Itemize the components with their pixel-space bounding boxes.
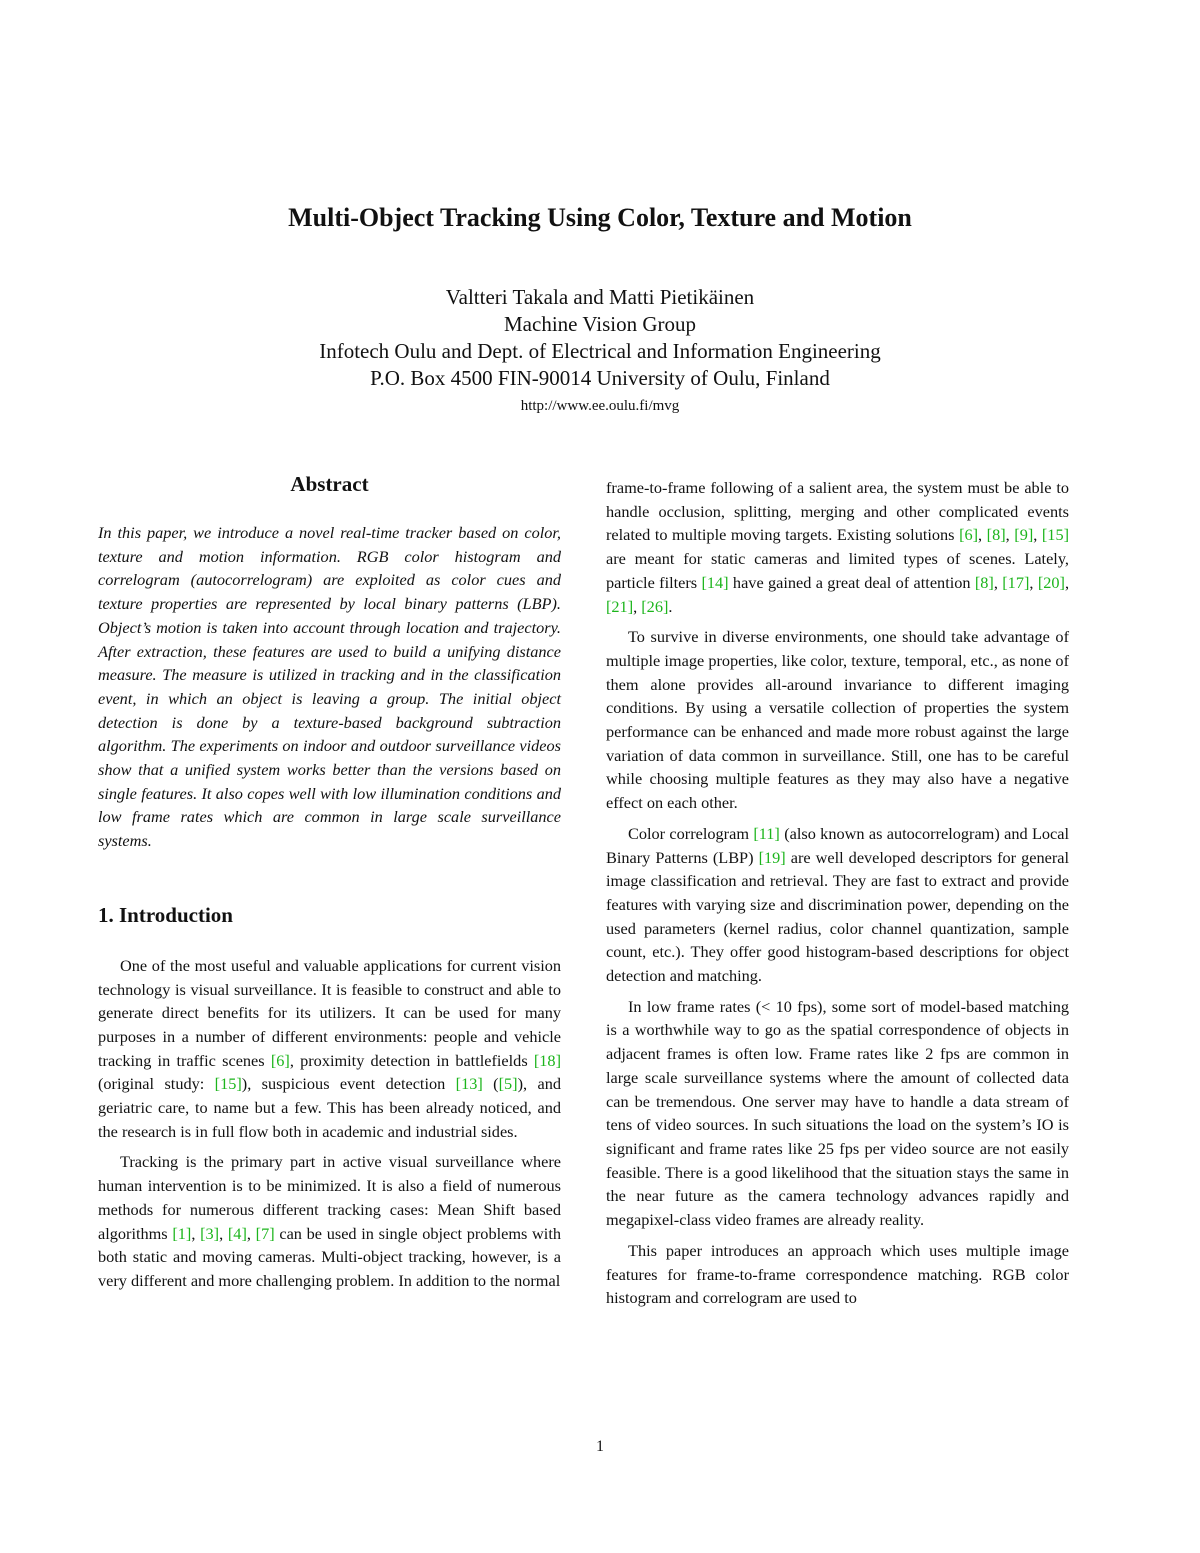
paragraph-text: Tracking is the primary part in active visual surveillance where human intervention is to be minimized. It is also a field of numerous methods for numerous different tracking cases: Mean Shift based algorithms [98, 1152, 561, 1243]
paragraph-text: have gained a great deal of attention [728, 572, 975, 592]
paper-title: Multi-Object Tracking Using Color, Texture and Motion [288, 203, 912, 232]
citation-link[interactable]: [26] [641, 596, 669, 616]
intro-paragraph-5 [606, 822, 1069, 988]
paragraph-text: , [1029, 572, 1038, 592]
author-names: Valtteri Takala and Matti Pietikäinen [445, 285, 755, 309]
paragraph-text: One of the most useful and valuable applications for current vision technology is visual surveillance. It is feasible to construct and able to generate direct benefits for its utilizers. It can be used for many purposes in a number of different environments: people and vehicle tracking in traffic scenes [98, 955, 561, 1070]
paragraph-text: (also known as autocorrelogram) and Local Binary Patterns (LBP) [606, 823, 1070, 867]
citation-link[interactable]: [1] [172, 1223, 192, 1243]
citation-link[interactable]: [9] [1014, 525, 1034, 545]
intro-paragraph-7 [606, 1239, 1069, 1310]
citation-link[interactable]: [19] [758, 847, 786, 867]
affiliation: Infotech Oulu and Dept. of Electrical and Information Engineering [319, 339, 881, 363]
paragraph-text: can be used in single object problems with both static and moving cameras. Multi-object tracking, however, is a very different and more challenging problem. In addition to the normal [98, 1223, 561, 1290]
paragraph-text: , [978, 525, 987, 545]
group-url: http://www.ee.oulu.fi/mvg [520, 398, 680, 414]
paragraph-text: , [1064, 572, 1070, 592]
intro-paragraph-3 [606, 476, 1069, 618]
paragraph-text: , [1033, 525, 1042, 545]
author-block [0, 284, 1200, 392]
citation-link[interactable]: [18] [533, 1050, 561, 1070]
citation-link[interactable]: [6] [959, 525, 979, 545]
address: P.O. Box 4500 FIN-90014 University of Oulu, Finland [370, 366, 830, 390]
paragraph-text: frame-to-frame following of a salient area, the system must be able to handle occlusion, splitting, merging and other complicated events related to multiple moving targets. Existing solutions [606, 478, 1069, 545]
intro-paragraph-1 [98, 954, 561, 1144]
intro-paragraph-6 [606, 995, 1069, 1232]
page-number: 1 [596, 1438, 604, 1455]
left-column [98, 472, 561, 1300]
citation-link[interactable]: [14] [701, 572, 729, 592]
citation-link[interactable]: [15] [1041, 525, 1070, 545]
citation-link[interactable]: [5] [498, 1074, 518, 1094]
citation-link[interactable]: [8] [974, 572, 994, 592]
citation-link[interactable]: [7] [255, 1223, 275, 1243]
paragraph-text: ), suspicious event detection [241, 1074, 456, 1094]
paragraph-text: , [993, 572, 1003, 592]
paragraph-text: In low frame rates (< 10 fps), some sort of model-based matching is a worthwhile way to go as the spatial correspondence of objects in adjacent frames is often low. Frame rates like 2 fps are common in large scale surveillance systems where the amount of collected data can be tremendous. One server may have to handle a data stream of tens of video sources. In such situations the load on the system’s IO is significant and frame rates like 25 fps per video source are not easily feasible. There is a good likelihood that the situation stays the same in the near future as the camera technology advances rapidly and megapixel-class video frames are already reality. [606, 996, 1069, 1230]
paragraph-text: , [219, 1223, 228, 1243]
paragraph-text: , [246, 1223, 256, 1243]
paragraph-text: , proximity detection in battlefields [289, 1050, 534, 1070]
right-column [606, 476, 1069, 1317]
abstract-text: In this paper, we introduce a novel real-time tracker based on color, texture and motion information. RGB color histogram and correlogram (autocorrelogram) are exploited as color cues and texture properties are represented by local binary patterns (LBP). Object’s motion is taken into account through location and trajectory. After extraction, these features are used to build a unifying distance measure. The measure is utilized in tracking and in the classification event, in which an object is leaving a group. The initial object detection is done by a texture-based background subtraction algorithm. The experiments on indoor and outdoor surveillance videos show that a unified system works better than the versions based on single features. It also copes well with low illumination conditions and low frame rates which are common in large scale surveillance systems. [98, 523, 561, 851]
research-group: Machine Vision Group [504, 312, 696, 336]
citation-link[interactable]: [4] [227, 1223, 247, 1243]
section-heading-introduction: 1. Introduction [98, 902, 233, 927]
citation-link[interactable]: [6] [270, 1050, 290, 1070]
paragraph-text: , [1005, 525, 1015, 545]
paragraph-text: are meant for static cameras and limited types of scenes. Lately, particle filters [606, 549, 1069, 592]
paragraph-text: ( [482, 1074, 499, 1094]
paragraph-text: , [191, 1223, 201, 1243]
citation-link[interactable]: [13] [455, 1074, 483, 1094]
paragraph-text: , [633, 596, 642, 616]
intro-paragraph-2 [98, 1150, 561, 1292]
paragraph-text: Color correlogram [628, 823, 754, 843]
paragraph-text: are well developed descriptors for general image classification and retrieval. They are fast to extract and provide features with varying size and discrimination power, depending on the used parameters (kernel radius, color channel quantization, sample count, etc.). They offer good histogram-based descriptions for object detection and matching. [606, 847, 1069, 986]
paragraph-text: . [668, 596, 673, 616]
intro-paragraph-4 [606, 625, 1069, 815]
citation-link[interactable]: [20] [1037, 572, 1065, 592]
citation-link[interactable]: [17] [1002, 572, 1030, 592]
citation-link[interactable]: [3] [200, 1223, 220, 1243]
paragraph-text: To survive in diverse environments, one should take advantage of multiple image properties, like color, texture, temporal, etc., as none of them alone provides all-around invariance to different imaging conditions. By using a versatile collection of properties the system performance can be enhanced and made more robust against the large variation of data common in surveillance. Still, one has to be careful while choosing multiple features as they may also have a negative effect on each other. [606, 627, 1069, 813]
citation-link[interactable]: [15] [214, 1074, 242, 1094]
paragraph-text: This paper introduces an approach which uses multiple image features for frame-to-frame correspondence matching. RGB color histogram and correlogram are used to [606, 1240, 1069, 1308]
citation-link[interactable]: [11] [753, 823, 780, 843]
paragraph-text: (original study: [98, 1074, 215, 1094]
citation-link[interactable]: [8] [986, 525, 1006, 545]
abstract-heading: Abstract [290, 472, 369, 496]
citation-link[interactable]: [21] [606, 596, 634, 616]
paragraph-text: ), and geriatric care, to name but a few. This has been already noticed, and the research is in full flow both in academic and industrial sides. [98, 1074, 561, 1141]
